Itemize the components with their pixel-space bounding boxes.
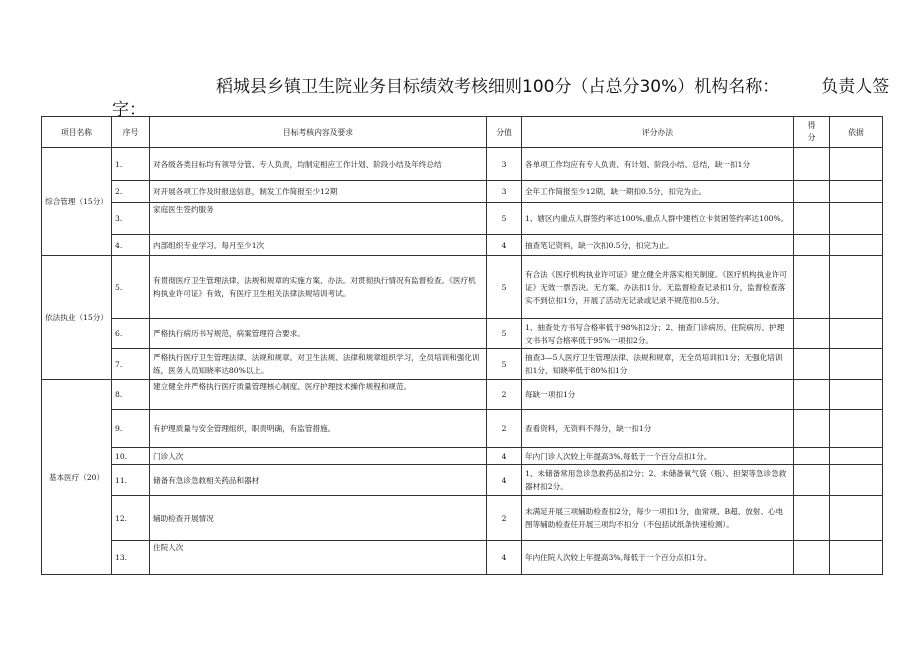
table-row bbox=[42, 203, 883, 235]
table-row bbox=[42, 319, 883, 349]
got-score-cell[interactable] bbox=[794, 496, 830, 541]
table-row bbox=[42, 496, 883, 541]
row-content: 有贯彻医疗卫生管理法律、法规和规章的实施方案、办法。对贯彻执行情况有监督检查。《医疗机构执业许可证》有效，有医疗卫生相关法律法规培训考试。 bbox=[150, 256, 487, 319]
table-row bbox=[42, 465, 883, 496]
got-score-cell[interactable] bbox=[794, 235, 830, 256]
row-content: 建立健全并严格执行医疗质量管理核心制度、医疗护理技术操作规程和规范。 bbox=[150, 380, 487, 410]
row-method: 抽查3—5人医疗卫生管理法律、法规和规章，无全员培训扣1分；无强化培训扣1分，知晓率低于80%扣1分 bbox=[522, 349, 794, 380]
got-score-cell[interactable] bbox=[794, 380, 830, 410]
table-row bbox=[42, 448, 883, 465]
row-number: 3. bbox=[112, 203, 150, 235]
basis-cell[interactable] bbox=[830, 349, 883, 380]
row-method: 1、辖区内重点人群签约率达100%,重点人群中建档立卡贫困签约率达100%。 bbox=[522, 203, 794, 235]
table-row bbox=[42, 410, 883, 448]
row-number: 11. bbox=[112, 465, 150, 496]
row-method: 有合法《医疗机构执业许可证》建立健全并落实相关制度。《医疗机构执业许可证》无效一票否决。无方案、办法扣1分。无监督检查记录扣1分，监督检查落实不到位扣1分，开展了活动无记录或记录不规范扣0.5分。 bbox=[522, 256, 794, 319]
row-score: 5 bbox=[487, 349, 522, 380]
table-row bbox=[42, 181, 883, 203]
row-method: 各单项工作均应有专人负责、有计划、阶段小结、总结，缺一扣1分 bbox=[522, 148, 794, 181]
header-method: 评分办法 bbox=[522, 117, 794, 148]
row-score: 4 bbox=[487, 541, 522, 575]
row-content: 严格执行病历书写规范，病案管理符合要求。 bbox=[150, 319, 487, 349]
header-basis: 依据 bbox=[830, 117, 883, 148]
row-method: 年内门诊人次较上年提高3%,每低于一个百分点扣1分。 bbox=[522, 448, 794, 465]
table-row bbox=[42, 541, 883, 575]
basis-cell[interactable] bbox=[830, 148, 883, 181]
got-score-cell[interactable] bbox=[794, 148, 830, 181]
row-content: 住院人次 bbox=[150, 541, 487, 575]
got-score-cell[interactable] bbox=[794, 256, 830, 319]
row-number: 9. bbox=[112, 410, 150, 448]
got-score-cell[interactable] bbox=[794, 541, 830, 575]
category-cell: 依法执业（15分） bbox=[42, 256, 112, 380]
header-number: 序号 bbox=[112, 117, 150, 148]
row-method: 年内住院人次较上年提高3%,每低于一个百分点扣1分。 bbox=[522, 541, 794, 575]
row-content: 辅助检查开展情况 bbox=[150, 496, 487, 541]
row-content: 家庭医生签约服务 bbox=[150, 203, 487, 235]
row-content: 门诊人次 bbox=[150, 448, 487, 465]
title-signature-label: 负责人签 bbox=[821, 77, 890, 97]
table-row bbox=[42, 148, 883, 181]
row-method: 1、抽查处方书写合格率低于98%扣2分；2、抽查门诊病历、住院病历、护理文书书写合格率低于95%一项扣2分。 bbox=[522, 319, 794, 349]
header-got: 得 分 bbox=[794, 117, 830, 148]
basis-cell[interactable] bbox=[830, 319, 883, 349]
basis-cell[interactable] bbox=[830, 181, 883, 203]
basis-cell[interactable] bbox=[830, 541, 883, 575]
table-row bbox=[42, 380, 883, 410]
row-content: 储备有急诊急救相关药品和器材 bbox=[150, 465, 487, 496]
row-content: 有护理质量与安全管理组织，职责明确，有监管措施。 bbox=[150, 410, 487, 448]
row-content: 对开展各项工作及时报送信息，制发工作简报至少12期 bbox=[150, 181, 487, 203]
category-cell: 综合管理（15分） bbox=[42, 148, 112, 256]
row-method: 未满足开展三项辅助检查扣2分，每少一项扣1分，血常规、B超、放射、心电图等辅助检查任开展三项均不扣分（不包括试纸条快速检测）。 bbox=[522, 496, 794, 541]
basis-cell[interactable] bbox=[830, 496, 883, 541]
got-score-cell[interactable] bbox=[794, 181, 830, 203]
row-method: 全年工作简报至少12期，缺一期扣0.5分，扣完为止。 bbox=[522, 181, 794, 203]
title-continuation: 字： bbox=[112, 100, 146, 120]
row-number: 8. bbox=[112, 380, 150, 410]
basis-cell[interactable] bbox=[830, 256, 883, 319]
table-row bbox=[42, 349, 883, 380]
row-score: 4 bbox=[487, 448, 522, 465]
row-content: 内部组织专业学习。每月至少1次 bbox=[150, 235, 487, 256]
row-score: 4 bbox=[487, 465, 522, 496]
basis-cell[interactable] bbox=[830, 465, 883, 496]
row-number: 1. bbox=[112, 148, 150, 181]
got-score-cell[interactable] bbox=[794, 319, 830, 349]
row-method: 抽查笔记资料，缺一次扣0.5分，扣完为止。 bbox=[522, 235, 794, 256]
category-cell: 基本医疗（20） bbox=[42, 380, 112, 575]
header-content: 目标考核内容及要求 bbox=[150, 117, 487, 148]
header-score: 分值 bbox=[487, 117, 522, 148]
row-score: 2 bbox=[487, 380, 522, 410]
basis-cell[interactable] bbox=[830, 235, 883, 256]
header-row bbox=[42, 117, 883, 148]
got-score-cell[interactable] bbox=[794, 465, 830, 496]
table-row bbox=[42, 235, 883, 256]
title-main: 稻城县乡镇卫生院业务目标绩效考核细则100分（占总分30%）机构名称： bbox=[216, 77, 780, 97]
row-score: 4 bbox=[487, 235, 522, 256]
row-number: 6. bbox=[112, 319, 150, 349]
basis-cell[interactable] bbox=[830, 380, 883, 410]
row-score: 5 bbox=[487, 256, 522, 319]
row-score: 2 bbox=[487, 496, 522, 541]
table-row bbox=[42, 256, 883, 319]
row-score: 5 bbox=[487, 319, 522, 349]
header-category: 项目名称 bbox=[42, 117, 112, 148]
row-score: 5 bbox=[487, 203, 522, 235]
row-number: 4. bbox=[112, 235, 150, 256]
row-content: 对各级各类目标均有领导分管、专人负责，均制定相应工作计划、阶段小结及年终总结 bbox=[150, 148, 487, 181]
got-score-cell[interactable] bbox=[794, 410, 830, 448]
row-score: 3 bbox=[487, 148, 522, 181]
row-number: 12. bbox=[112, 496, 150, 541]
row-number: 7. bbox=[112, 349, 150, 380]
basis-cell[interactable] bbox=[830, 448, 883, 465]
row-number: 13. bbox=[112, 541, 150, 575]
got-score-cell[interactable] bbox=[794, 203, 830, 235]
row-number: 10. bbox=[112, 448, 150, 465]
basis-cell[interactable] bbox=[830, 410, 883, 448]
row-score: 2 bbox=[487, 410, 522, 448]
row-content: 严格执行医疗卫生管理法律、法规和规章。对卫生法规、法律和规章组织学习，全员培训和强化训练，医务人员知晓率达80%以上。 bbox=[150, 349, 487, 380]
basis-cell[interactable] bbox=[830, 203, 883, 235]
got-score-cell[interactable] bbox=[794, 349, 830, 380]
row-method: 1、未储备常用急诊急救药品扣2分；2、未储备氧气袋（瓶）、担架等急诊急救器材扣2分。 bbox=[522, 465, 794, 496]
row-number: 5. bbox=[112, 256, 150, 319]
document-title bbox=[216, 72, 916, 97]
got-score-cell[interactable] bbox=[794, 448, 830, 465]
assessment-table bbox=[41, 116, 883, 575]
row-score: 3 bbox=[487, 181, 522, 203]
row-method: 每缺一项扣1分 bbox=[522, 380, 794, 410]
row-number: 2. bbox=[112, 181, 150, 203]
row-method: 查看资料，无资料不得分，缺一扣1分 bbox=[522, 410, 794, 448]
